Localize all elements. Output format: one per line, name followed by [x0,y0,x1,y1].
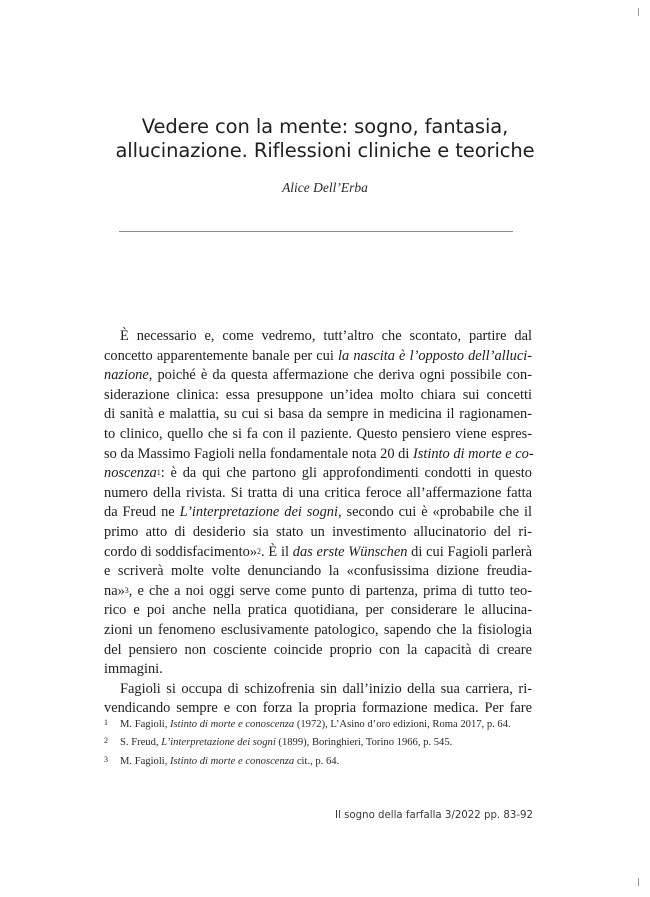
body-line [104,327,532,347]
text-run: , e che a noi oggi serve come punto di partenza, prima di tutto teo- [128,582,532,599]
text-run: cit., p. 64. [294,755,340,767]
body-line [104,601,532,621]
body-line [104,405,532,425]
body-line [104,386,532,406]
crop-mark-top [638,8,639,16]
italic-run: L’interpretazione dei sogni [179,504,338,521]
text-run: , secondo cui è «probabile che il [337,504,532,521]
body-line [104,523,532,543]
italic-run: Istinto di morte e co- [412,445,534,462]
title-line-1: Vedere con la mente: sogno, fantasia, [141,115,509,138]
body-line [104,503,532,523]
text-run: del pensiero non cosciente coincide proprio con la capacità di creare [104,641,532,658]
text-run: Fagioli si occupa di schizofrenia sin dall’inizio della sua carriera, ri- [120,680,532,697]
footnote-text [120,753,339,771]
article-title [70,115,580,163]
text-run: rico e poi anche nella pratica quotidiana, per considerare le allucina- [104,602,532,619]
text-run: da Freud ne [104,504,180,521]
text-run: siderazione clinica: essa presuppone un’idea molto chiara sui concetti [104,386,532,403]
text-run: di sanità e malattia, su cui si basa da sempre in medicina il ragionamen- [104,406,532,423]
title-divider [119,231,513,232]
italic-run: nazione [104,367,149,384]
footnote-text [120,716,511,734]
text-run: M. Fagioli, [120,755,171,767]
body-line [104,425,532,445]
title-line-2: allucinazione. Riflessioni cliniche e teoriche [115,139,535,162]
text-run: so da Massimo Fagioli nella fondamentale nota 20 di [104,445,413,462]
author-name: Alice Dell’Erba [282,180,368,195]
journal-footer: Il sogno della farfalla 3/2022 pp. 83-92 [335,810,533,821]
body-line [104,680,532,700]
text-run: : è da qui che partono gli approfondimenti condotti in questo [160,465,532,482]
text-run: (1972), L’Asino d’oro edizioni, Roma 2017, p. 64. [294,719,511,730]
italic-run: Istinto di morte e conoscenza [170,719,295,730]
italic-run: la nascita è l’opposto dell’alluci- [338,347,533,364]
footnote-number: 3 [104,754,108,764]
footnote-ref[interactable]: 3 [124,585,129,595]
italic-run: das erste Wünschen [292,543,408,560]
text-run: concetto apparentemente banale per cui [104,347,339,364]
footnote-text [120,734,452,752]
text-run: to clinico, quello che si fa con il paziente. Questo pensiero viene espres- [104,425,532,442]
text-run: di cui Fagioli parlerà [407,543,532,560]
body-line [104,484,532,504]
body-text [104,327,532,719]
body-line [104,582,532,602]
crop-mark-bottom [638,878,639,886]
text-run: (1899), Boringhieri, Torino 1966, p. 545. [275,737,453,749]
text-run: e scriverà molte volte denunciando la «confusissima dizione freudia- [104,563,532,580]
body-line [104,621,532,641]
footnote-ref[interactable]: 1 [156,468,161,478]
footnotes [104,716,544,771]
body-line [104,464,532,484]
text-run: primo atto di desiderio sia stato un investimento allucinatorio del ri- [104,523,532,540]
text-run: È necessario e, come vedremo, tutt’altro che scontato, partire dal [120,328,532,344]
italic-run: Istinto di morte e conoscenza [170,755,295,767]
footnote-number: 1 [104,718,108,727]
text-run: M. Fagioli, [120,719,171,730]
body-line [104,562,532,582]
text-run: numero della rivista. Si tratta di una critica feroce all’affermazione fatta [104,484,532,501]
text-run: immagini. [104,661,163,678]
text-run: zioni un fenomeno esclusivamente patologico, sapendo che la fisiologia [104,621,532,638]
text-run: vendicando sempre e con forza la propria formazione medica. Per fare [104,700,532,717]
body-line [104,347,532,367]
footnote-ref[interactable]: 2 [257,546,262,556]
italic-run: noscenza [104,465,157,482]
footnote [104,716,544,734]
footnote [104,734,544,752]
body-line [104,641,532,661]
text-run: S. Freud, [120,737,162,749]
footnote [104,753,544,771]
footnote-number: 2 [104,736,108,746]
text-run: cordo di soddisfacimento» [104,543,258,560]
body-line [104,543,532,563]
text-run: , poiché è da questa affermazione che deriva ogni possibile con- [148,367,532,384]
text-run: . È il [261,543,293,560]
body-line [104,660,532,680]
text-run: na» [104,582,125,599]
body-line [104,445,532,465]
body-line [104,366,532,386]
italic-run: L’interpretazione dei sogni [161,737,276,749]
